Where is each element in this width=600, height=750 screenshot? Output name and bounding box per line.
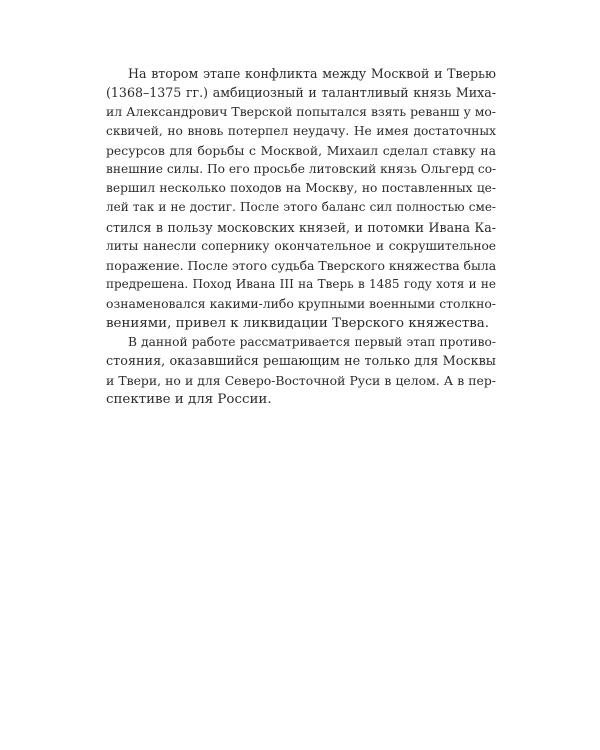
paragraph-2 [106, 333, 496, 410]
text-line: ил Александрович Тверской попытался взять реванш у мо- [106, 104, 496, 120]
text-line: поражение. После этого судьба Тверского княжества была [106, 258, 497, 274]
text-line: литы нанесли сопернику окончательное и сокрушительное [106, 238, 496, 253]
text-block [106, 64, 496, 410]
text-line: вершил несколько походов на Москву, но поставленных це- [106, 181, 496, 196]
text-line: ознаменовался какими-либо крупными военными столкно- [106, 296, 496, 312]
text-line: спективе и для России. [106, 392, 272, 408]
text-line: На втором этапе конфликта между Москвой и Тверью [128, 66, 496, 81]
text-line: вениями, привел к ликвидации Тверского княжества. [106, 315, 489, 331]
text-line: сквичей, но вновь потерпел неудачу. Не имея достаточных [106, 123, 496, 138]
text-line: ресурсов для борьбы с Москвой, Михаил сделал ставку на [106, 142, 496, 158]
text-line: внешние силы. По его просьбе литовский князь Ольгерд со- [106, 162, 497, 177]
text-line: В данной работе рассматривается первый этап противо- [128, 334, 496, 349]
text-line: стояния, оказавшийся решающим не только для Москвы [106, 354, 496, 370]
paragraph-1 [106, 64, 496, 333]
text-line: стился в пользу московских князей, и потомки Ивана Ка- [106, 219, 496, 235]
text-line: предрешена. Поход Ивана III на Тверь в 1485 году хотя и не [106, 277, 496, 292]
text-line: и Твери, но и для Северо-Восточной Руси в целом. А в пер- [106, 373, 496, 389]
text-line: лей так и не достиг. После этого баланс сил полностью сме- [106, 200, 496, 215]
text-line: (1368–1375 гг.) амбициозный и талантливый князь Миха- [106, 85, 496, 101]
